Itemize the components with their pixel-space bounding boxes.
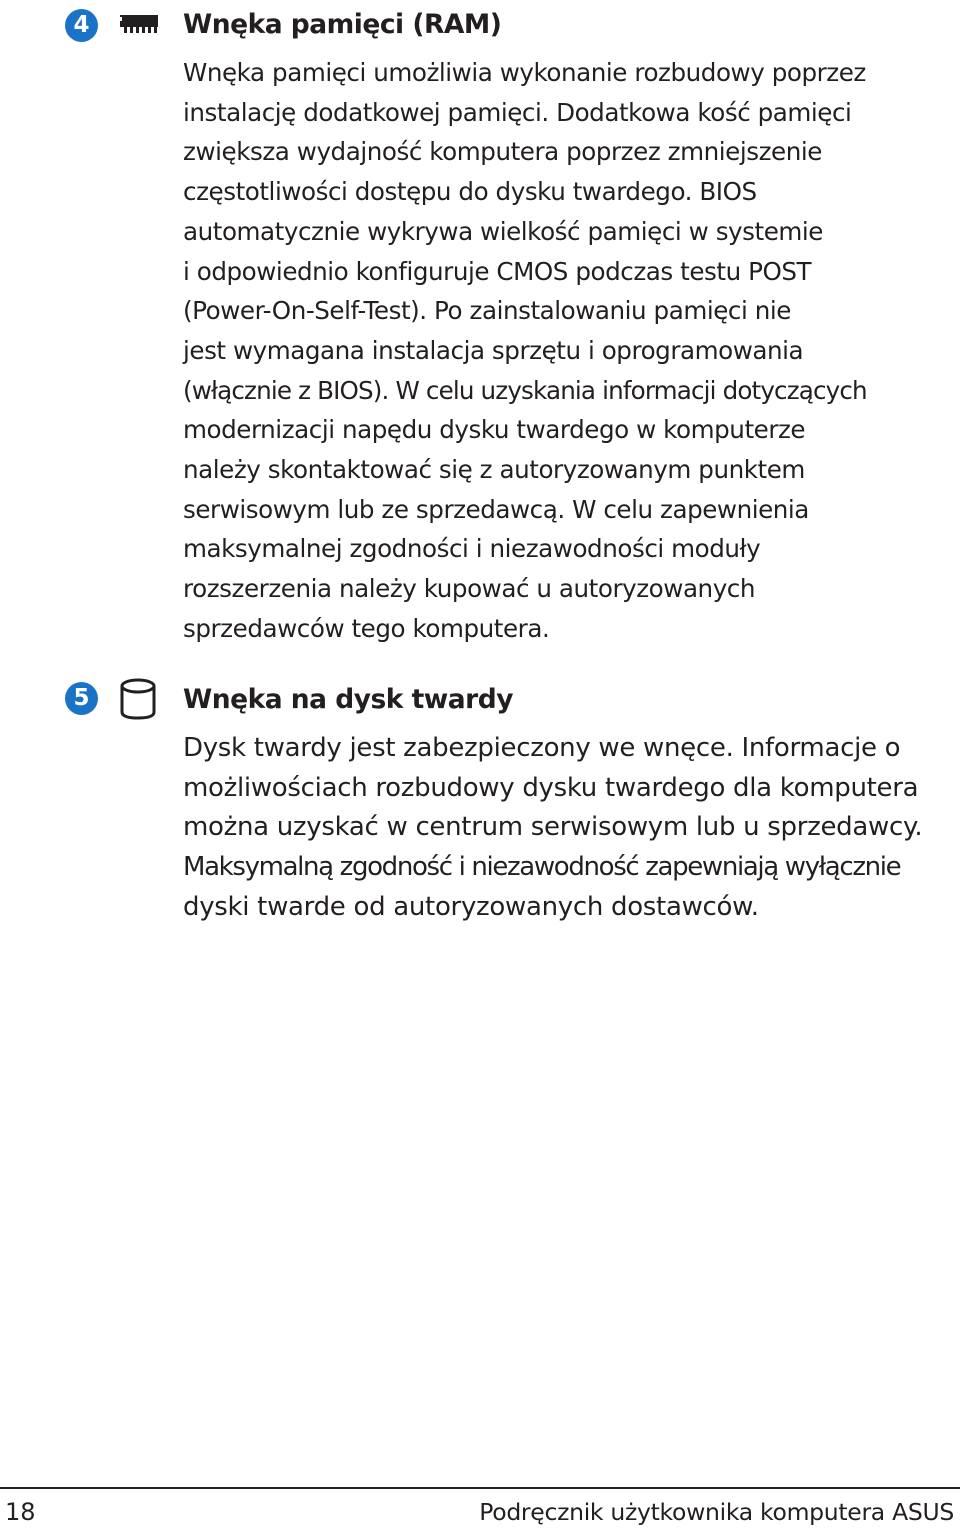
memory-module-icon <box>118 12 160 36</box>
body-line: instalację dodatkowej pamięci. Dodatkowa kość pamięci <box>183 97 852 127</box>
body-line: jest wymagana instalacja sprzętu i oprogramowania <box>183 335 804 365</box>
body-line: modernizacji napędu dysku twardego w komputerze <box>183 415 806 445</box>
body-line: częstotliwości dostępu do dysku twardego. BIOS <box>183 177 757 207</box>
section-number-badge: 4 <box>65 9 98 42</box>
footer-divider <box>0 1487 960 1489</box>
section-body <box>183 729 922 928</box>
footer-title: Podręcznik użytkownika komputera ASUS <box>479 1498 954 1526</box>
body-line: zwiększa wydajność komputera poprzez zmniejszenie <box>183 137 822 167</box>
body-line: Wnęka pamięci umożliwia wykonanie rozbudowy poprzez <box>183 58 866 87</box>
body-line: Dysk twardy jest zabezpieczony we wnęce. Informacje o <box>183 733 901 763</box>
body-line: automatycznie wykrywa wielkość pamięci w systemie <box>183 216 823 246</box>
section-title: Wnęka pamięci (RAM) <box>183 9 502 40</box>
body-line: można uzyskać w centrum serwisowym lub u sprzedawcy. <box>183 812 923 843</box>
body-line: (włącznie z BIOS). W celu uzyskania informacji dotyczących <box>183 375 867 405</box>
body-line: serwisowym lub ze sprzedawcą. W celu zapewnienia <box>183 494 809 524</box>
section-title: Wnęka na dysk twardy <box>183 684 513 715</box>
body-line: Maksymalną zgodność i niezawodność zapewniają wyłącznie <box>183 852 901 883</box>
page-number: 18 <box>5 1498 36 1526</box>
body-line: należy skontaktować się z autoryzowanym punktem <box>183 455 805 485</box>
body-line: (Power-On-Self-Test). Po zainstalowaniu pamięci nie <box>183 296 791 326</box>
body-line: maksymalnej zgodności i niezawodności moduły <box>183 534 761 564</box>
body-line: dyski twarde od autoryzowanych dostawców. <box>183 891 759 922</box>
section-number-badge: 5 <box>65 682 98 715</box>
body-line: rozszerzenia należy kupować u autoryzowanych <box>183 574 756 604</box>
body-line: możliwościach rozbudowy dysku twardego dla komputera <box>183 772 919 803</box>
hard-disk-icon <box>118 677 158 721</box>
section-body <box>183 53 867 649</box>
body-line: sprzedawców tego komputera. <box>183 613 550 643</box>
body-line: i odpowiednio konfiguruje CMOS podczas testu POST <box>183 256 812 286</box>
